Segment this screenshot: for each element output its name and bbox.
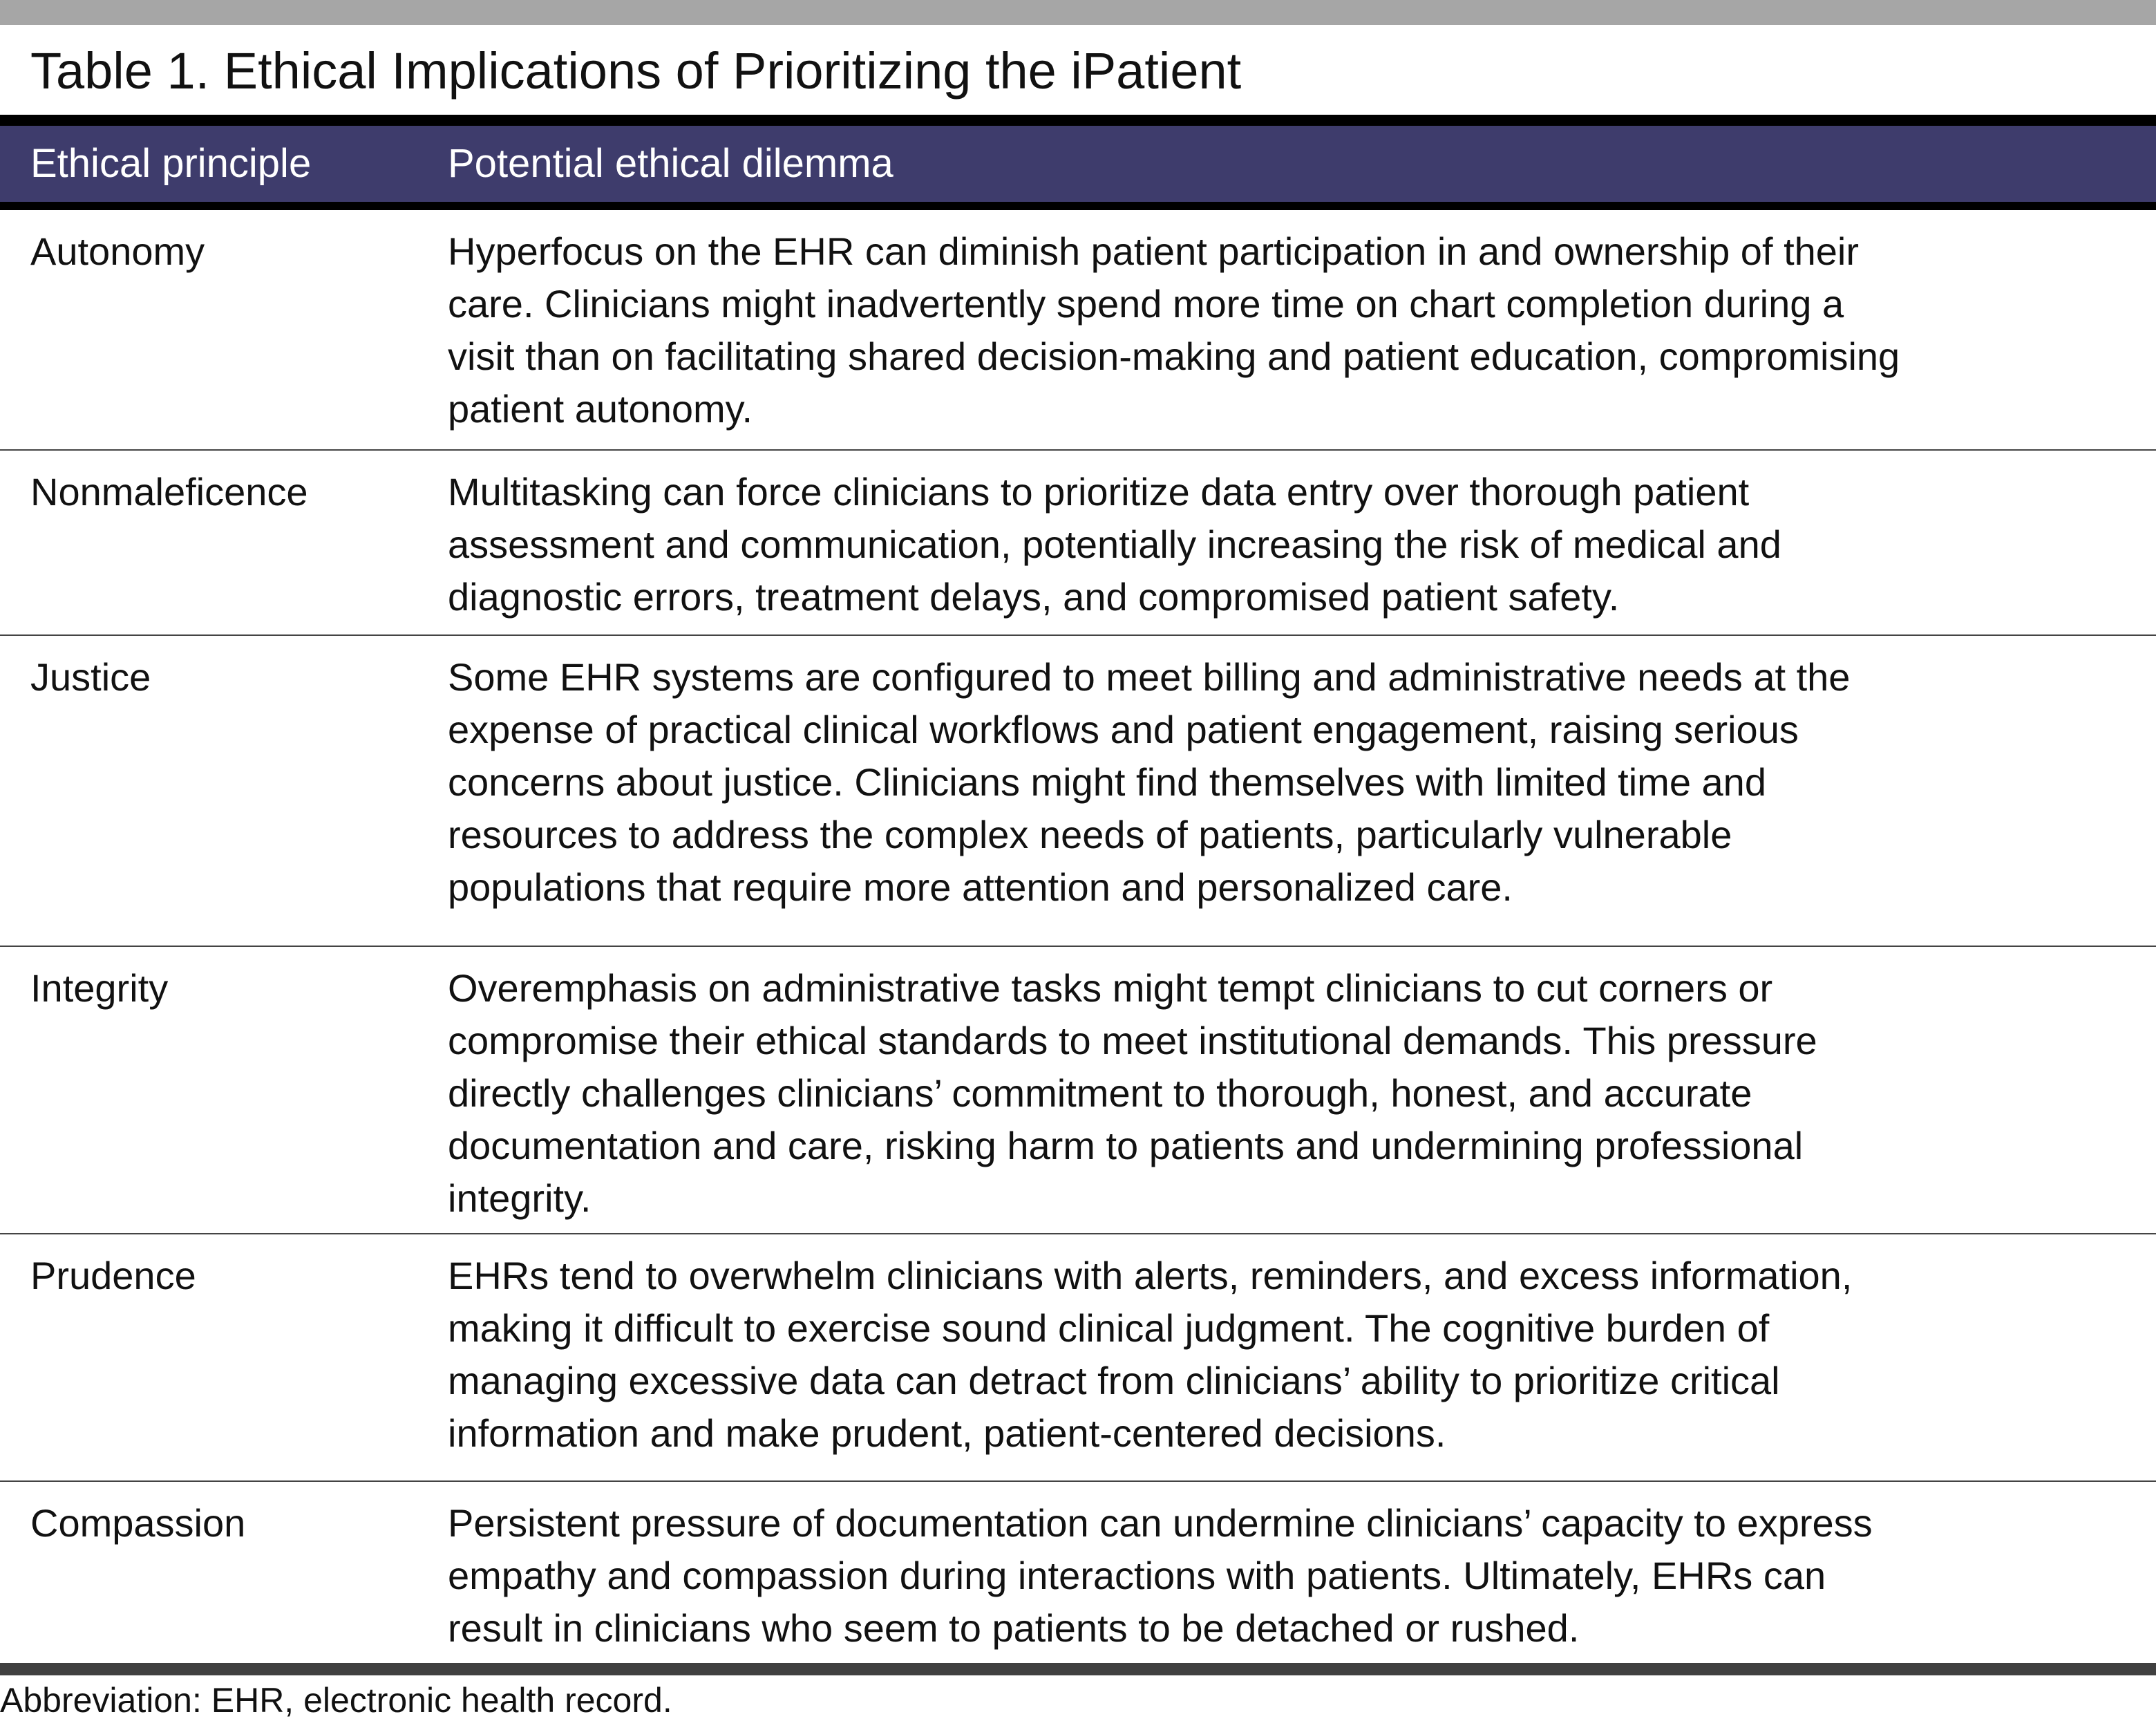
dilemma-line: populations that require more attention and personalized care.: [448, 865, 1513, 909]
table-row: [0, 451, 2156, 636]
dilemma-line: documentation and care, risking harm to patients and undermining professional: [448, 1124, 1804, 1167]
principle-cell: Prudence: [30, 1254, 196, 1297]
dilemma-line: concerns about justice. Clinicians might find themselves with limited time and: [448, 760, 1766, 804]
principle-cell: Compassion: [30, 1501, 246, 1545]
table-row: [0, 947, 2156, 1234]
dilemma-cell: [448, 1250, 1852, 1460]
table-row: [0, 636, 2156, 947]
table-title-text: Ethical Implications of Prioritizing the iPatient: [223, 42, 1242, 100]
dilemma-line: Persistent pressure of documentation can undermine clinicians’ capacity to express: [448, 1501, 1873, 1545]
dilemma-line: care. Clinicians might inadvertently spend more time on chart completion during a: [448, 282, 1844, 326]
dilemma-line: managing excessive data can detract from clinicians’ ability to prioritize critical: [448, 1359, 1780, 1402]
table-bottom-rule: [0, 1663, 2156, 1675]
principle-cell: Nonmaleficence: [30, 470, 308, 514]
dilemma-line: resources to address the complex needs of patients, particularly vulnerable: [448, 813, 1732, 856]
header-top-rule: [0, 115, 2156, 126]
dilemma-line: making it difficult to exercise sound clinical judgment. The cognitive burden of: [448, 1306, 1770, 1350]
principle-cell: Autonomy: [30, 229, 205, 273]
table-row: [0, 210, 2156, 451]
footnote: Abbreviation: EHR, electronic health record.: [0, 1681, 672, 1720]
dilemma-cell: [448, 466, 1781, 623]
header-bottom-rule: [0, 202, 2156, 210]
dilemma-line: Multitasking can force clinicians to prioritize data entry over thorough patient: [448, 470, 1750, 514]
dilemma-line: integrity.: [448, 1176, 592, 1220]
dilemma-line: empathy and compassion during interactions with patients. Ultimately, EHRs can: [448, 1554, 1826, 1597]
dilemma-line: directly challenges clinicians’ commitment to thorough, honest, and accurate: [448, 1071, 1752, 1115]
dilemma-cell: [448, 962, 1817, 1225]
dilemma-cell: [448, 1497, 1873, 1655]
dilemma-line: expense of practical clinical workflows and patient engagement, raising serious: [448, 708, 1799, 751]
dilemma-line: Some EHR systems are configured to meet billing and administrative needs at the: [448, 655, 1851, 699]
dilemma-cell: [448, 651, 1850, 914]
principle-cell: Integrity: [30, 966, 169, 1010]
dilemma-line: patient autonomy.: [448, 387, 753, 431]
dilemma-line: EHRs tend to overwhelm clinicians with alerts, reminders, and excess information,: [448, 1254, 1853, 1297]
table-row: [0, 1234, 2156, 1482]
top-bar: [0, 0, 2156, 25]
table-label: Table 1.: [30, 42, 210, 100]
dilemma-line: information and make prudent, patient-centered decisions.: [448, 1411, 1446, 1455]
column-header-dilemma: Potential ethical dilemma: [448, 141, 893, 186]
dilemma-line: compromise their ethical standards to meet institutional demands. This pressure: [448, 1019, 1817, 1062]
dilemma-line: visit than on facilitating shared decision-making and patient education, compromising: [448, 335, 1900, 378]
table-row: [0, 1482, 2156, 1663]
table-header: [0, 126, 2156, 202]
dilemma-line: Hyperfocus on the EHR can diminish patient participation in and ownership of their: [448, 229, 1860, 273]
dilemma-line: Overemphasis on administrative tasks might tempt clinicians to cut corners or: [448, 966, 1773, 1010]
column-header-principle: Ethical principle: [30, 141, 312, 186]
dilemma-line: assessment and communication, potentially increasing the risk of medical and: [448, 523, 1781, 566]
principle-cell: Justice: [30, 655, 151, 699]
dilemma-cell: [448, 225, 1900, 435]
dilemma-line: result in clinicians who seem to patients to be detached or rushed.: [448, 1606, 1580, 1650]
table-title: [30, 40, 1241, 102]
dilemma-line: diagnostic errors, treatment delays, and compromised patient safety.: [448, 575, 1620, 619]
